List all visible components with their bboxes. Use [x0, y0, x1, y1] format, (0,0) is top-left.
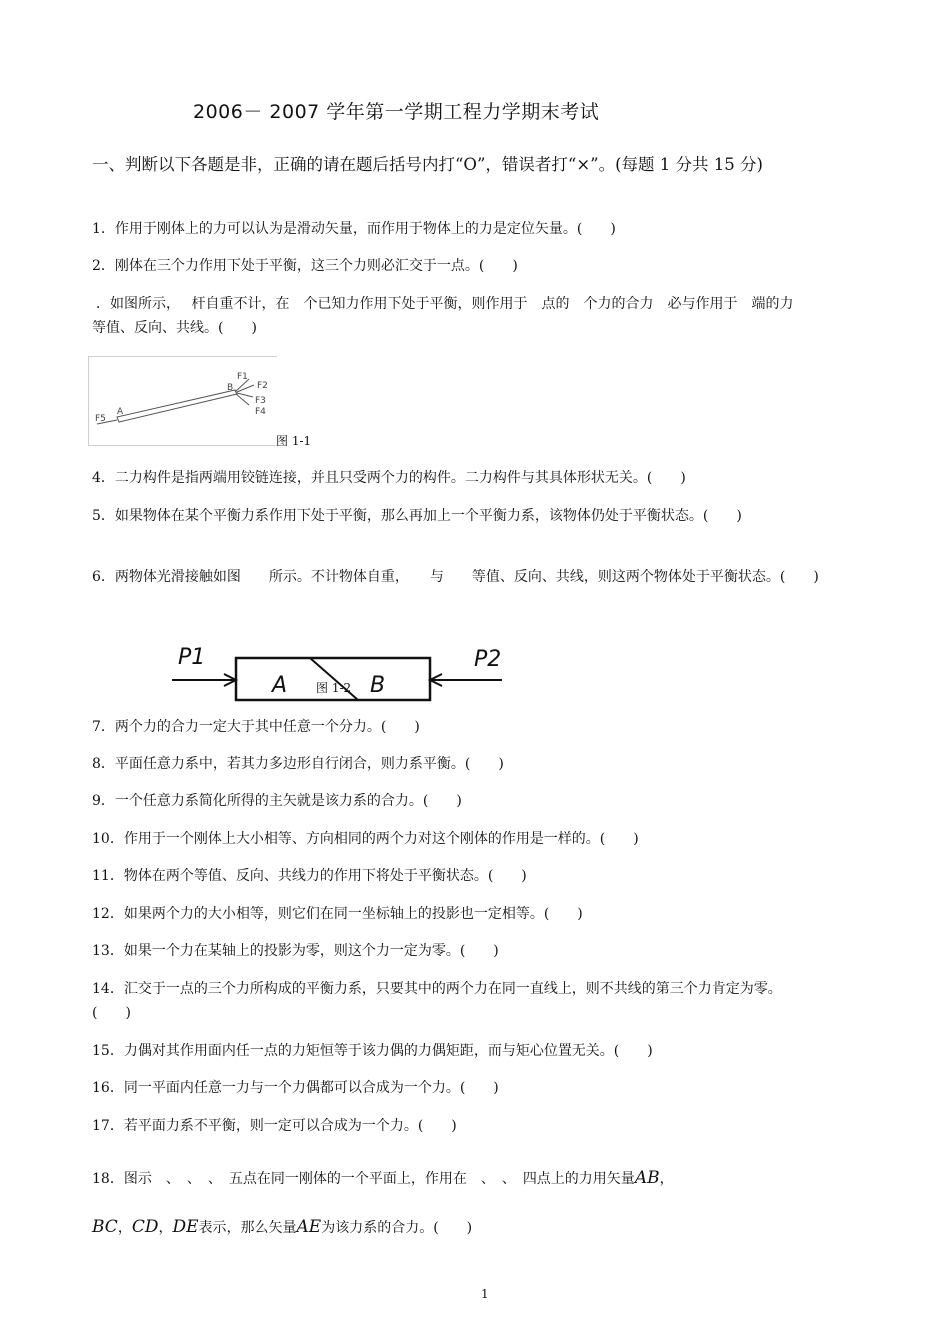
page-number: 1: [481, 1287, 489, 1301]
figure-1-1-caption: 图 1-1: [276, 434, 312, 448]
figure-1-2-diagram: [168, 638, 508, 708]
question-9: 9．一个任意力系简化所得的主矢就是该力系的合力。( ): [92, 793, 462, 809]
question-18-text-c: 为该力系的合力。( ): [321, 1220, 473, 1236]
section-heading: 一、判断以下各题是非，正确的请在题后括号内打“O”，错误者打“×”。(每题 1 分共 15 分): [92, 155, 763, 174]
question-5: 5．如果物体在某个平衡力系作用下处于平衡，那么再加上一个平衡力系，该物体仍处于平衡状态。( ): [92, 508, 742, 524]
label-f2: F2: [257, 381, 268, 391]
figure-1-2: [168, 638, 508, 708]
question-17: 17．若平面力系不平衡，则一定可以合成为一个力。( ): [92, 1118, 457, 1134]
question-2: 2．刚体在三个力作用下处于平衡，这三个力则必汇交于一点。( ): [92, 258, 518, 274]
question-6: 6．两物体光滑接触如图 所示。不计物体自重， 与 等值、反向、共线，则这两个物体处于平衡状态。( ): [92, 569, 819, 585]
question-13: 13．如果一个力在某轴上的投影为零，则这个力一定为零。( ): [92, 943, 499, 959]
question-1: 1．作用于刚体上的力可以认为是滑动矢量，而作用于物体上的力是定位矢量。( ): [92, 221, 616, 237]
question-18-comma-3: ，: [158, 1220, 173, 1236]
question-3: ．如图所示， 杆自重不计，在 个已知力作用下处于平衡，则作用于 点的 个力的合力 必与作用于 端的力 等值、反向、共线。( ): [92, 296, 808, 336]
document-title: 2006－ 2007 学年第一学期工程力学期末考试: [193, 101, 600, 123]
question-7: 7．两个力的合力一定大于其中任意一个分力。( ): [92, 719, 420, 735]
question-8: 8．平面任意力系中，若其力多边形自行闭合，则力系平衡。( ): [92, 756, 504, 772]
label-f5: F5: [95, 414, 106, 424]
label-block-a: A: [272, 673, 288, 698]
question-4: 4．二力构件是指两端用铰链连接，并且只受两个力的构件。二力构件与其具体形状无关。( ): [92, 470, 686, 486]
question-18-line-1: [92, 1166, 820, 1191]
question-18-line-2: [92, 1215, 820, 1240]
figure-1-1-diagram: [89, 357, 277, 445]
label-b: B: [227, 383, 234, 393]
figure-1-2-caption: 图 1-2: [316, 681, 352, 695]
label-block-b: B: [370, 673, 386, 698]
question-18-comma-1: ，: [659, 1171, 674, 1187]
question-15: 15．力偶对其作用面内任一点的力矩恒等于该力偶的力偶矩距，而与矩心位置无关。( ): [92, 1043, 653, 1059]
vector-ae: AE: [296, 1217, 322, 1237]
question-14: 14．汇交于一点的三个力所构成的平衡力系，只要其中的两个力在同一直线上，则不共线的第三个力肯定为零。( ): [92, 981, 782, 1021]
question-11: 11．物体在两个等值、反向、共线力的作用下将处于平衡状态。( ): [92, 868, 527, 884]
vector-cd: CD: [131, 1217, 159, 1237]
label-f4: F4: [255, 407, 266, 417]
question-18-text-b: 表示，那么矢量: [198, 1220, 297, 1236]
label-p2: P2: [474, 647, 502, 672]
question-12: 12．如果两个力的大小相等，则它们在同一坐标轴上的投影也一定相等。( ): [92, 906, 583, 922]
vector-ab: AB: [634, 1168, 660, 1188]
vector-bc: BC: [92, 1217, 118, 1237]
label-f3: F3: [255, 396, 266, 406]
vector-de: DE: [172, 1217, 199, 1237]
question-16: 16．同一平面内任意一力与一个力偶都可以合成为一个力。( ): [92, 1080, 499, 1096]
question-18-comma-2: ，: [117, 1220, 132, 1236]
figure-1-1: [88, 356, 277, 446]
label-p1: P1: [178, 645, 206, 670]
question-18-text-a: 18．图示 、 、 、 五点在同一刚体的一个平面上，作用在 、 、 四点上的力用矢量: [92, 1171, 635, 1187]
label-a: A: [117, 407, 124, 417]
label-f1: F1: [237, 372, 248, 382]
question-10: 10．作用于一个刚体上大小相等、方向相同的两个力对这个刚体的作用是一样的。( ): [92, 831, 639, 847]
